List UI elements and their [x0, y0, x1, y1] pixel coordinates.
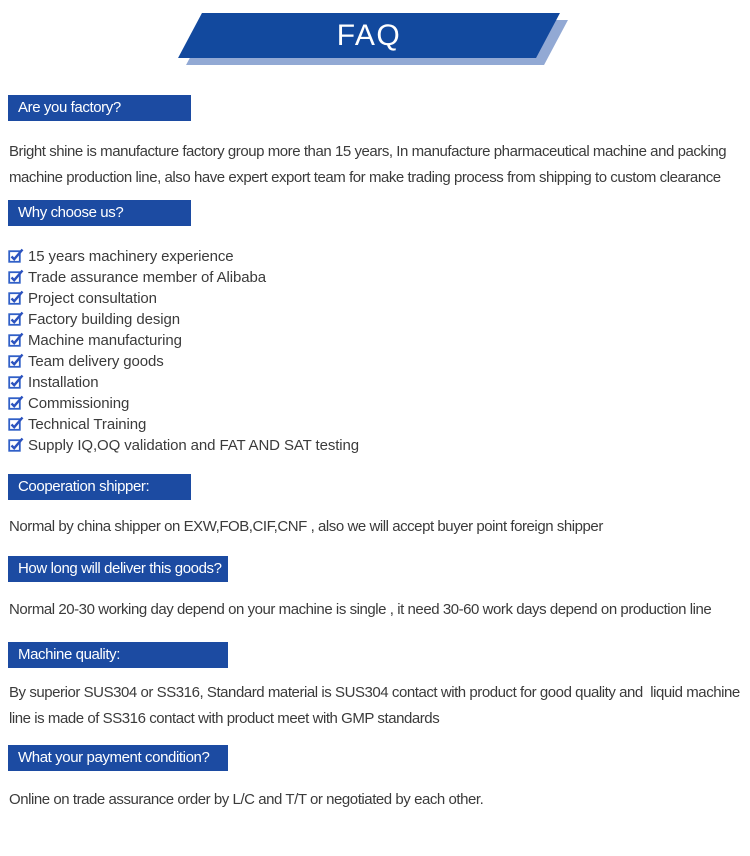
paragraph-line: machine production line, also have expert export team for make trading process from shipping to custom clearance [9, 169, 721, 186]
checklist-item [8, 267, 750, 288]
checklist-item-label: Commissioning [28, 395, 130, 412]
checklist-item [8, 414, 750, 435]
checklist-item [8, 435, 750, 456]
paragraph-cooperation-shipper [9, 514, 750, 540]
checked-checkbox-icon [8, 269, 24, 284]
checklist-item [8, 246, 750, 267]
paragraph-payment-condition [9, 787, 750, 813]
checklist-item-label: Installation [28, 374, 99, 391]
checked-checkbox-icon [8, 290, 24, 305]
why-choose-us-list [0, 246, 750, 456]
paragraph-line: Bright shine is manufacture factory group more than 15 years, In manufacture pharmaceutical machine and packing [9, 143, 727, 160]
checked-checkbox-icon [8, 437, 24, 452]
checked-checkbox-icon [8, 311, 24, 326]
checked-checkbox-icon [8, 353, 24, 368]
paragraph-line: By superior SUS304 or SS316, Standard material is SUS304 contact with product for good quality and liquid machine [9, 684, 740, 701]
checklist-item [8, 372, 750, 393]
faq-banner [0, 13, 750, 65]
checklist-item-label: 15 years machinery experience [28, 248, 234, 265]
paragraph-line: Online on trade assurance order by L/C and T/T or negotiated by each other. [9, 791, 484, 808]
section-heading-why-choose-us: Why choose us? [8, 200, 191, 226]
checklist-item [8, 288, 750, 309]
section-heading-payment-condition: What your payment condition? [8, 745, 228, 771]
paragraph-line: line is made of SS316 contact with product meet with GMP standards [9, 710, 440, 727]
paragraph-machine-quality [9, 680, 750, 732]
paragraph-are-you-factory [9, 139, 750, 191]
checklist-item-label: Team delivery goods [28, 353, 164, 370]
checklist-item-label: Project consultation [28, 290, 157, 307]
checked-checkbox-icon [8, 395, 24, 410]
checklist-item [8, 309, 750, 330]
section-heading-machine-quality: Machine quality: [8, 642, 228, 668]
checked-checkbox-icon [8, 332, 24, 347]
section-heading-are-you-factory: Are you factory? [8, 95, 191, 121]
checked-checkbox-icon [8, 374, 24, 389]
paragraph-delivery-time [9, 597, 750, 623]
section-heading-cooperation-shipper: Cooperation shipper: [8, 474, 191, 500]
paragraph-line: Normal 20-30 working day depend on your machine is single , it need 30-60 work days depend on production line [9, 601, 712, 618]
page-title: FAQ [336, 19, 402, 52]
checklist-item-label: Supply IQ,OQ validation and FAT AND SAT testing [28, 437, 360, 454]
checklist-item [8, 393, 750, 414]
checklist-item-label: Machine manufacturing [28, 332, 182, 349]
checklist-item [8, 330, 750, 351]
checklist-item [8, 351, 750, 372]
paragraph-line: Normal by china shipper on EXW,FOB,CIF,CNF , also we will accept buyer point foreign shipper [9, 518, 603, 535]
checked-checkbox-icon [8, 416, 24, 431]
checklist-item-label: Factory building design [28, 311, 180, 328]
section-heading-delivery-time: How long will deliver this goods? [8, 556, 228, 582]
checklist-item-label: Technical Training [28, 416, 147, 433]
checked-checkbox-icon [8, 248, 24, 263]
checklist-item-label: Trade assurance member of Alibaba [28, 269, 266, 286]
